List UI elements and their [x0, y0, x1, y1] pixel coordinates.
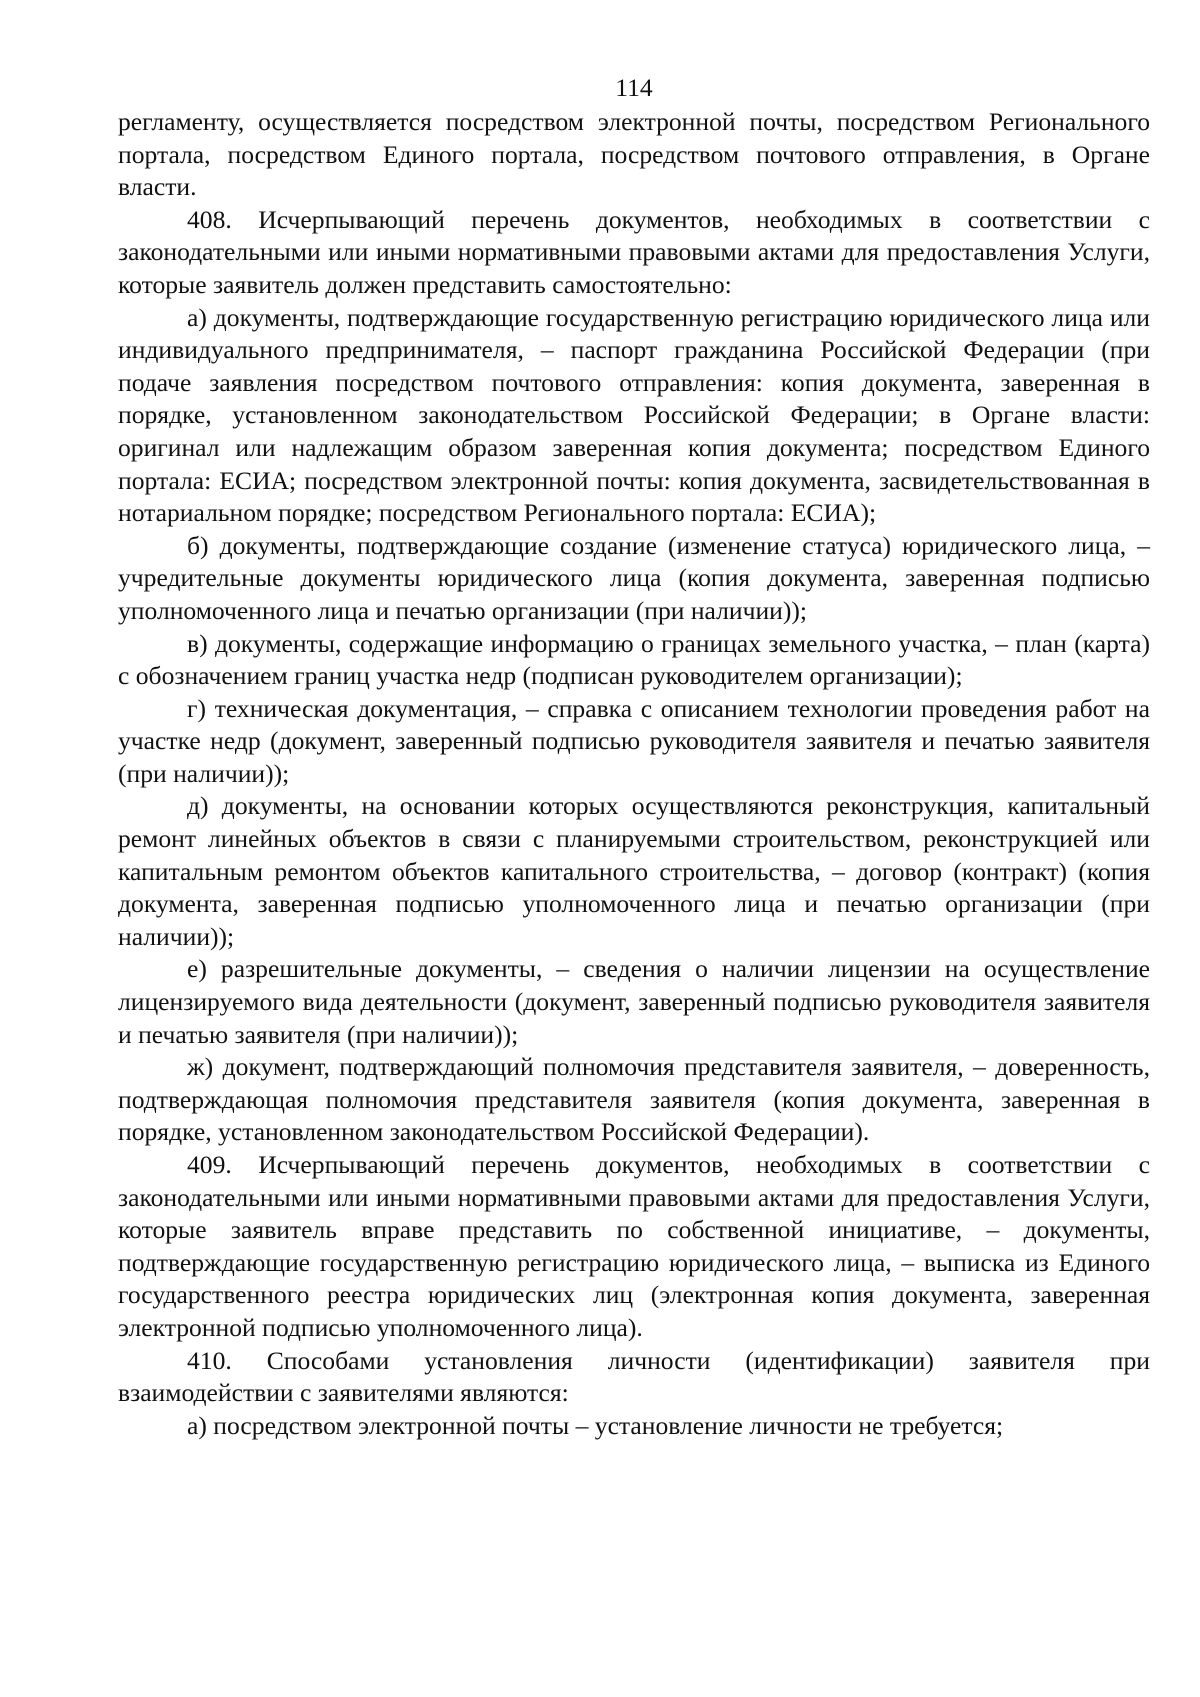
paragraph-continuation: регламенту, осуществляется посредством электронной почты, посредством Регионального портала, посредством Единого портала, посредством почтового отправления, в Органе власти. — [118, 107, 1150, 202]
list-item-zh: ж) документ, подтверждающий полномочия представителя заявителя, – доверенность, подтверждающая полномочия представителя заявителя (копия документа, заверенная в порядке, установленном законодательством Российской Федерации). — [118, 1052, 1150, 1147]
list-item-b: б) документы, подтверждающие создание (изменение статуса) юридического лица, – учредительные документы юридического лица (копия документа, заверенная подписью уполномоченного лица и печатью организации (при наличии)); — [118, 530, 1150, 625]
list-item-a: а) документы, подтверждающие государственную регистрацию юридического лица или индивидуального предпринимателя, – паспорт гражданина Российской Федерации (при подаче заявления посредством почтового отправления: копия документа, заверенная в порядке, установленном законодательством Российской Федерации; в Органе власти: оригинал или надлежащим образом заверенная копия документа; посредством Единого портала: ЕСИА; посредством электронной почты: копия документа, засвидетельствованная в нотариальном порядке; посредством Регионального портала: ЕСИА); — [118, 302, 1150, 528]
list-item-e: е) разрешительные документы, – сведения о наличии лицензии на осуществление лицензируемого вида деятельности (документ, заверенный подписью руководителя заявителя и печатью заявителя (при наличии)); — [118, 954, 1150, 1049]
list-item-g: г) техническая документация, – справка с описанием технологии проведения работ на участке недр (документ, заверенный подписью руководителя заявителя и печатью заявителя (при наличии)); — [118, 693, 1150, 788]
list-item-d: д) документы, на основании которых осуществляются реконструкция, капитальный ремонт линейных объектов в связи с планируемыми строительством, реконструкцией или капитальным ремонтом объектов капитального строительства, – договор (контракт) (копия документа, заверенная подписью уполномоченного лица и печатью организации (при наличии)); — [118, 791, 1150, 951]
list-item-v: в) документы, содержащие информацию о границах земельного участка, – план (карта) с обозначением границ участка недр (подписан руководителем организации); — [118, 628, 1150, 691]
page-number: 114 — [615, 73, 653, 102]
list-item-a-410: а) посредством электронной почты – установление личности не требуется; — [187, 1410, 1004, 1440]
paragraph-409: 409. Исчерпывающий перечень документов, необходимых в соответствии с законодательными или иными нормативными правовыми актами для предоставления Услуги, которые заявитель вправе представить по собственной инициативе, – документы, подтверждающие государственную регистрацию юридического лица, – выписка из Единого государственного реестра юридических лиц (электронная копия документа, заверенная электронной подписью уполномоченного лица). — [118, 1150, 1150, 1342]
document-page — [118, 0, 1150, 1442]
paragraph-408: 408. Исчерпывающий перечень документов, необходимых в соответствии с законодательными или иными нормативными правовыми актами для предоставления Услуги, которые заявитель должен представить самостоятельно: — [118, 204, 1150, 299]
paragraph-410: 410. Способами установления личности (идентификации) заявителя при взаимодействии с заявителями являются: — [118, 1345, 1150, 1408]
